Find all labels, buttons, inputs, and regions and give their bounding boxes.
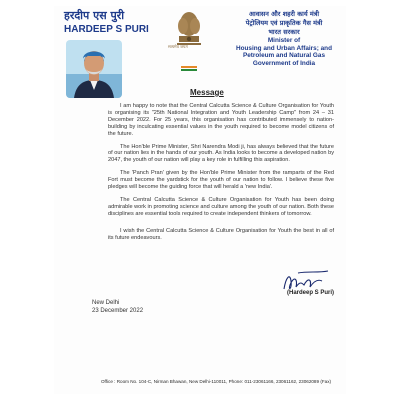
place: New Delhi [92, 300, 120, 306]
minister-name-hindi: हरदीप एस पुरी [64, 9, 125, 22]
ministry-hindi-line-3: भारत सरकार [268, 28, 300, 36]
emblem-caption: सत्यमेव जयते [168, 44, 188, 49]
letter-body [108, 103, 334, 248]
date: 23 December 2022 [92, 307, 144, 314]
minister-portrait [66, 40, 122, 98]
ministry-block [224, 10, 344, 67]
message-heading: Message [190, 88, 224, 97]
ministry-hindi-line-1: आवासन और शहरी कार्य मंत्री [248, 10, 320, 18]
ministry-hindi-line-2: पेट्रोलियम एवं प्राकृतिक गैस मंत्री [245, 19, 323, 27]
paragraph-2: The Hon'ble Prime Minister, Shri Narendra Modi ji, has always believed that the future of our nation lies in the hands of our youth. As India looks to become a developed nation by 2047, the youth of our nation will play a key role in fulfilling this aspiration. [108, 143, 334, 164]
place-date [92, 300, 143, 315]
office-address-footer: Office : Room No. 104-C, Nirman Bhawan, New Delhi-110011, Phone: 011-23061166, 23061162, 23062089 (Fax) [100, 379, 332, 384]
paragraph-1: I am happy to note that the Central Calcutta Science & Culture Organisation for Youth is organising its "25th National Integration and Youth Leadership Camp" from 24 – 31 December 2022. For 25 years, this organisation has contributed immensely to nation-building by inculcating essential values in the youth required to become model citizens of the future. [108, 103, 334, 137]
paragraph-3: The 'Panch Pran' given by the Hon'ble Prime Minister from the ramparts of the Red Fort must become the yardstick for the youth of our nation to follow. I believe these five pledges will become the guiding force that will herald a 'new India'. [108, 170, 334, 191]
minister-name-english: HARDEEP S PURI [64, 24, 149, 35]
ministry-line-3: Petroleum and Natural Gas [242, 52, 326, 60]
paragraph-5: I wish the Central Calcutta Science & Culture Organisation for Youth the best in all of its future endeavours. [108, 227, 334, 241]
paragraph-4: The Central Calcutta Science & Culture Organisation for Youth has been doing admirable work in promoting science and culture among the youth of our nation. Both these disciplines are essential tools required to create independent thinkers of tomorrow. [108, 196, 334, 217]
ministry-line-4: Government of India [252, 59, 316, 67]
signatory-name: (Hardeep S Puri) [287, 290, 335, 296]
ministry-line-1: Minister of [267, 37, 301, 44]
ministry-line-2: Housing and Urban Affairs; and [236, 44, 332, 52]
